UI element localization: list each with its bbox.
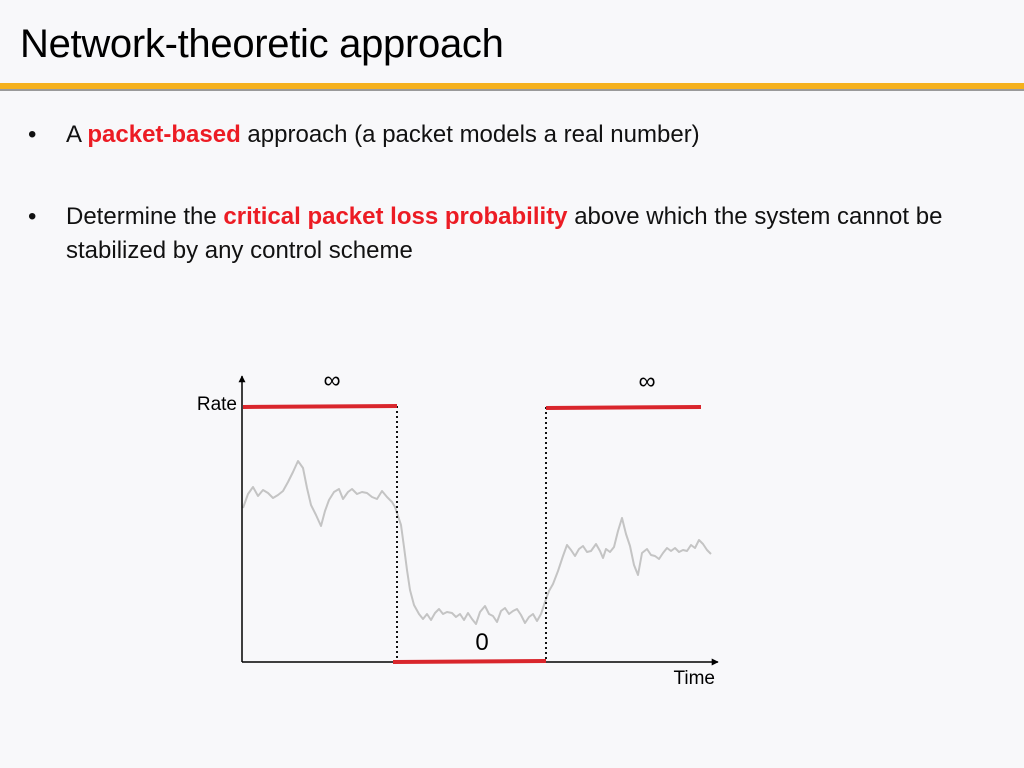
bullet-highlight: critical packet loss probability bbox=[223, 203, 568, 230]
rate-level-zero bbox=[393, 661, 546, 662]
bullet-text-lead: Determine the bbox=[66, 203, 224, 230]
infinity-label-right: ∞ bbox=[638, 368, 656, 395]
bullet-text-lead: A bbox=[66, 121, 88, 148]
bullet-marker: • bbox=[28, 121, 37, 148]
bullet-highlight: packet-based bbox=[87, 121, 241, 148]
rate-signal-curve bbox=[243, 461, 711, 624]
slide-title: Network-theoretic approach bbox=[20, 22, 504, 66]
rate-level-high-right bbox=[546, 407, 701, 408]
y-axis-label: Rate bbox=[196, 394, 237, 415]
zero-label: 0 bbox=[475, 629, 489, 656]
rate-level-high-left bbox=[243, 406, 397, 407]
bullet-text-rest: above which the system cannot be stabilized by any control scheme bbox=[66, 203, 943, 264]
bullet-text-rest: approach (a packet models a real number) bbox=[240, 121, 700, 148]
bullet-marker: • bbox=[28, 203, 37, 230]
infinity-label-left: ∞ bbox=[323, 367, 341, 394]
x-axis-label: Time bbox=[673, 668, 715, 689]
